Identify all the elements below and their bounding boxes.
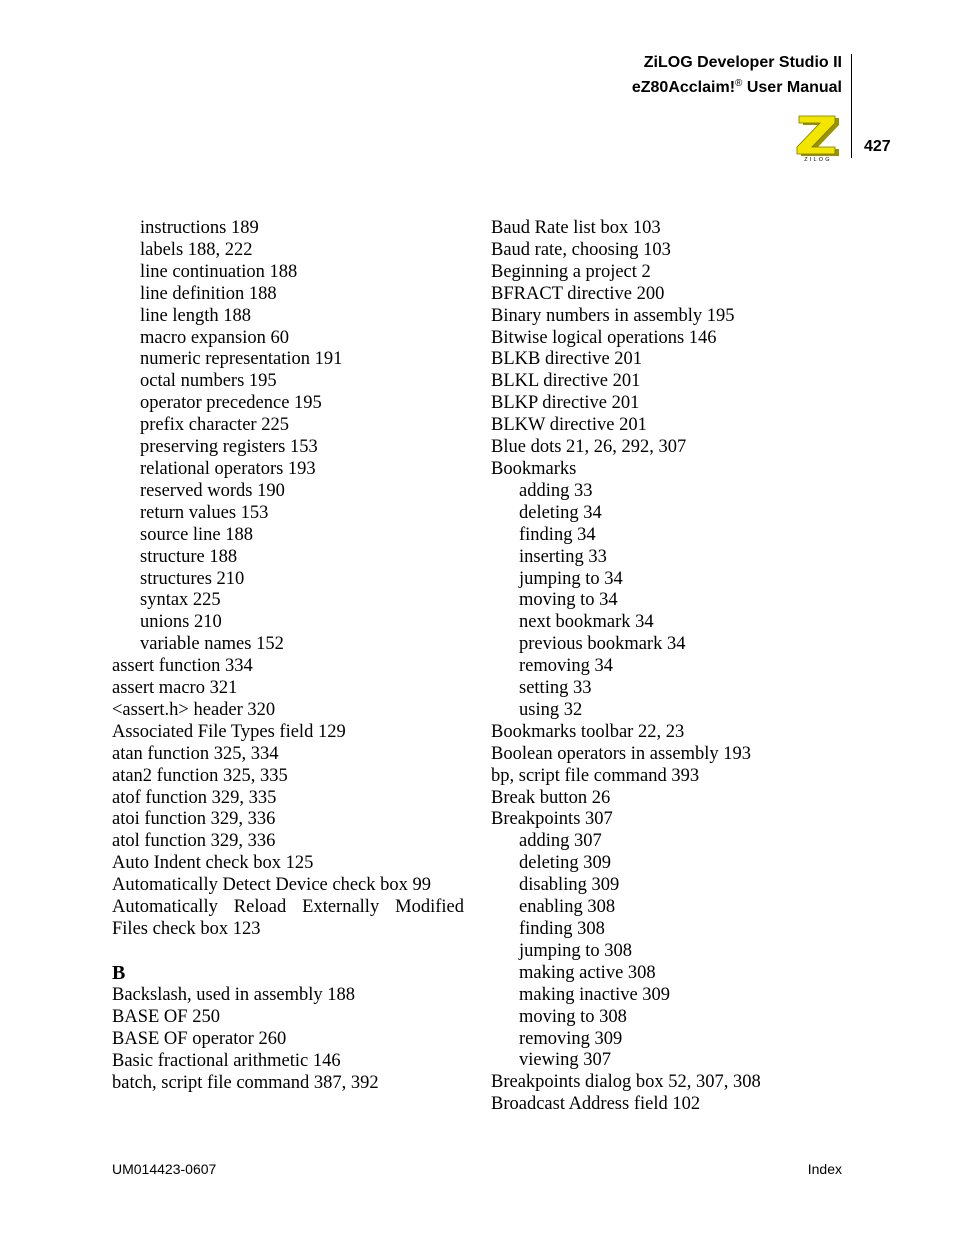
index-sub-entry: jumping to 34 xyxy=(519,568,623,589)
index-sub-entry: adding 33 xyxy=(519,480,593,501)
b-entries xyxy=(112,985,464,1095)
index-entry: assert function 334 xyxy=(112,656,253,677)
registered-mark: ® xyxy=(735,78,743,89)
index-sub-entry: enabling 308 xyxy=(519,897,616,918)
index-sub-entry: moving to 308 xyxy=(519,1006,627,1027)
index-sub-entry: reserved words 190 xyxy=(140,480,285,501)
page-number: 427 xyxy=(864,138,891,155)
index-entry: BASE OF 250 xyxy=(112,1006,220,1027)
index-entry: Bookmarks toolbar 22, 23 xyxy=(491,721,685,742)
index-entry: BLKW directive 201 xyxy=(491,415,647,436)
header-divider xyxy=(851,54,852,158)
index-sub-entry: unions 210 xyxy=(140,612,222,633)
index-sub-entry: prefix character 225 xyxy=(140,415,289,436)
index-sub-entry: syntax 225 xyxy=(140,590,221,611)
index-entry: Breakpoints dialog box 52, 307, 308 xyxy=(491,1072,761,1093)
index-entry: Baud Rate list box 103 xyxy=(491,218,661,238)
index-entry: atan2 function 325, 335 xyxy=(112,765,288,786)
index-sub-entry: making inactive 309 xyxy=(519,984,671,1005)
footer-section: Index xyxy=(807,1161,842,1177)
index-sub-entry: line length 188 xyxy=(140,305,251,326)
index-sub-entry: preserving registers 153 xyxy=(140,437,318,458)
index-entry: BASE OF operator 260 xyxy=(112,1028,287,1049)
index-entry: Bitwise logical operations 146 xyxy=(491,327,717,348)
index-sub-entry: line continuation 188 xyxy=(140,261,298,282)
bookmarks-sub-entries xyxy=(491,481,851,722)
index-entry: Break button 26 xyxy=(491,787,611,808)
index-sub-entry: operator precedence 195 xyxy=(140,393,322,414)
index-entry: Automatically Detect Device check box 99 xyxy=(112,875,431,896)
index-sub-entry: source line 188 xyxy=(140,524,254,545)
index-sub-entry: removing 34 xyxy=(519,656,614,677)
index-sub-entry: deleting 309 xyxy=(519,853,611,874)
index-entry: BLKP directive 201 xyxy=(491,393,640,414)
index-sub-entry: relational operators 193 xyxy=(140,458,316,479)
index-column-right xyxy=(491,218,851,1116)
zilog-logo xyxy=(795,114,841,162)
index-entry: Breakpoints 307 xyxy=(491,809,613,830)
b-entries-group-2 xyxy=(491,722,851,832)
index-entry: assert macro 321 xyxy=(112,678,238,699)
index-entry: batch, script file command 387, 392 xyxy=(112,1072,379,1093)
index-entry: Baud rate, choosing 103 xyxy=(491,239,671,260)
index-entry: Bookmarks xyxy=(491,458,577,479)
b-entries-group-1 xyxy=(491,218,851,481)
index-sub-entry: return values 153 xyxy=(140,502,269,523)
index-entry: bp, script file command 393 xyxy=(491,765,700,786)
index-entry: <assert.h> header 320 xyxy=(112,699,276,720)
index-sub-entry: using 32 xyxy=(519,699,583,720)
index-sub-entry: line definition 188 xyxy=(140,283,277,304)
index-entry: Boolean operators in assembly 193 xyxy=(491,743,751,764)
manual-title-main: eZ80Acclaim! xyxy=(631,79,736,96)
manual-title-rest: User Manual xyxy=(742,79,842,96)
index-sub-entry: deleting 34 xyxy=(519,502,602,523)
index-sub-entry: macro expansion 60 xyxy=(140,327,289,348)
assembly-sub-entries xyxy=(112,218,464,656)
index-sub-entry: variable names 152 xyxy=(140,634,284,655)
logo-wordmark: ZILOG xyxy=(804,157,832,162)
index-entry: Auto Indent check box 125 xyxy=(112,853,314,874)
index-sub-entry: removing 309 xyxy=(519,1028,623,1049)
index-entry: BFRACT directive 200 xyxy=(491,283,665,304)
index-entry: atol function 329, 336 xyxy=(112,831,276,852)
index-entry: Beginning a project 2 xyxy=(491,261,651,282)
index-sub-entry: previous bookmark 34 xyxy=(519,634,686,655)
index-entry-wrapped: Automatically Reload Externally Modified xyxy=(112,897,464,918)
index-entry: atan function 325, 334 xyxy=(112,743,279,764)
index-sub-entry: structure 188 xyxy=(140,546,238,567)
index-entry: BLKL directive 201 xyxy=(491,371,641,392)
index-sub-entry: finding 308 xyxy=(519,919,605,939)
index-sub-entry: numeric representation 191 xyxy=(140,349,343,370)
page-header xyxy=(632,52,842,98)
breakpoints-sub-entries xyxy=(491,831,851,1072)
index-sub-entry: finding 34 xyxy=(519,524,596,545)
product-title: ZiLOG Developer Studio II xyxy=(643,54,842,71)
index-sub-entry: making active 308 xyxy=(519,962,656,983)
index-entry: Blue dots 21, 26, 292, 307 xyxy=(491,437,687,458)
index-entry: atoi function 329, 336 xyxy=(112,809,276,830)
index-entry: Associated File Types field 129 xyxy=(112,721,346,742)
index-sub-entry: next bookmark 34 xyxy=(519,612,654,633)
index-sub-entry: inserting 33 xyxy=(519,546,607,567)
index-sub-entry: structures 210 xyxy=(140,568,245,589)
b-entries-group-3 xyxy=(491,1072,851,1116)
index-entry: Binary numbers in assembly 195 xyxy=(491,305,735,326)
section-letter-b: B xyxy=(112,961,126,984)
index-sub-entry: setting 33 xyxy=(519,678,592,699)
index-entry: BLKB directive 201 xyxy=(491,349,643,370)
index-sub-entry: adding 307 xyxy=(519,831,602,852)
index-entry: Broadcast Address field 102 xyxy=(491,1094,701,1115)
footer-doc-id: UM014423-0607 xyxy=(112,1161,217,1177)
index-sub-entry: viewing 307 xyxy=(519,1050,611,1071)
index-sub-entry: labels 188, 222 xyxy=(140,239,253,260)
index-sub-entry: moving to 34 xyxy=(519,590,618,611)
index-entry-wrapped-continuation: Files check box 123 xyxy=(112,919,261,939)
index-sub-entry: instructions 189 xyxy=(140,218,259,238)
a-entries xyxy=(112,656,464,897)
index-sub-entry: octal numbers 195 xyxy=(140,371,277,392)
index-entry: atof function 329, 335 xyxy=(112,787,277,808)
index-sub-entry: jumping to 308 xyxy=(519,940,633,961)
index-column-left xyxy=(112,218,464,1094)
index-entry: Basic fractional arithmetic 146 xyxy=(112,1050,341,1071)
manual-title xyxy=(632,73,842,98)
index-entry: Backslash, used in assembly 188 xyxy=(112,984,356,1005)
index-sub-entry: disabling 309 xyxy=(519,875,620,896)
